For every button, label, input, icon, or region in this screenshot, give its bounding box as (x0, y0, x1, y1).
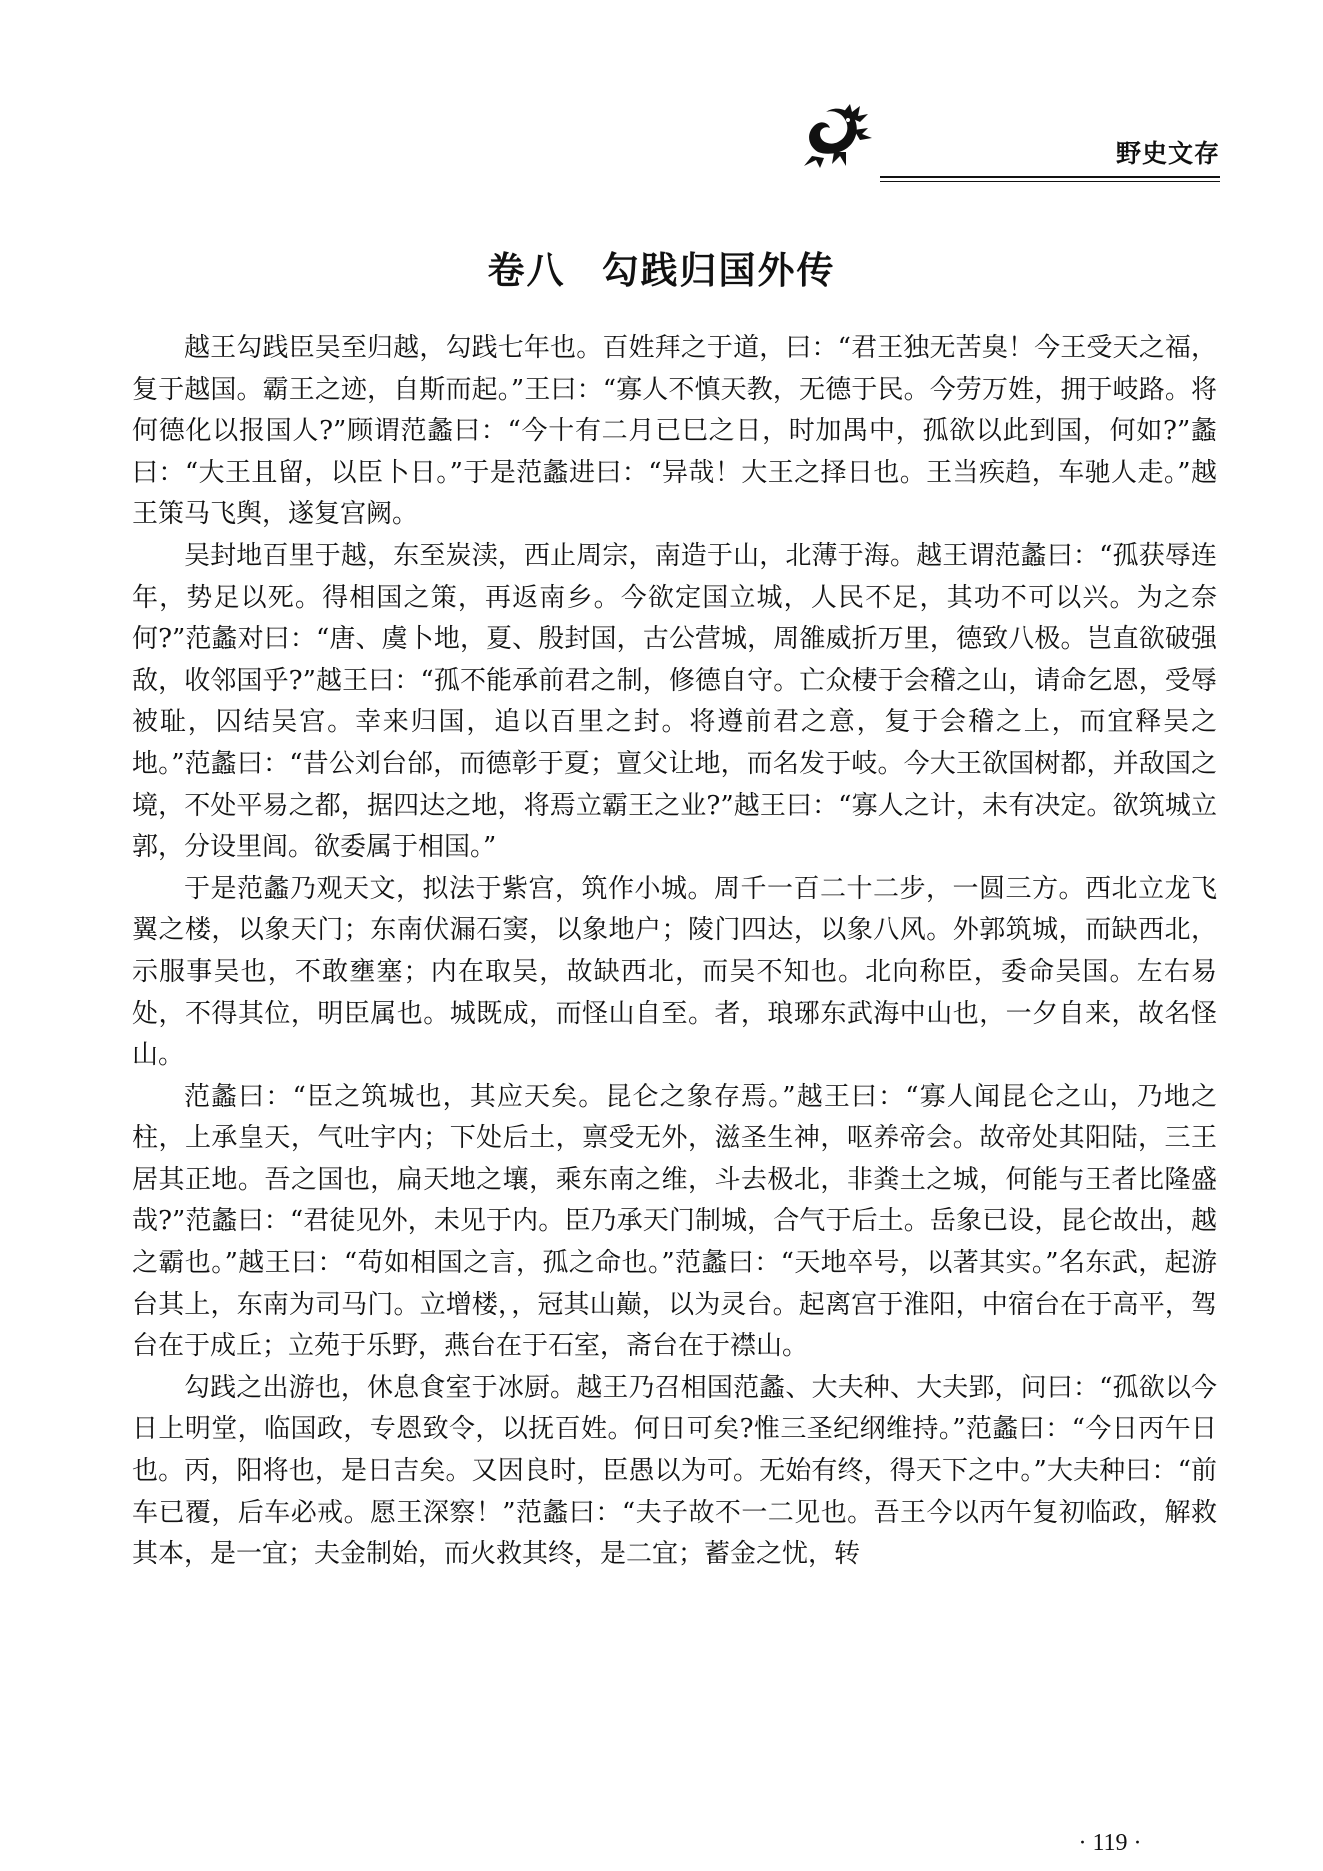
paragraph: 越王勾践臣吴至归越，勾践七年也。百姓拜之于道，曰：“君王独无苦臭！今王受天之福，复于越国。霸王之迹，自斯而起。”王曰：“寡人不慎天教，无德于民。今劳万姓，拥于岐路。将何德化以报国人?”顾谓范蠡曰：“今十有二月已巳之日，时加禺中，孤欲以此到国，何如?”蠡曰：“大王且留，以臣卜日。”于是范蠡进曰：“异哉！大王之择日也。王当疾趋，车驰人走。”越王策马飞舆，遂复宫阙。 (132, 333, 1217, 530)
paragraph: 范蠡曰：“臣之筑城也，其应天矣。昆仑之象存焉。”越王曰：“寡人闻昆仑之山，乃地之柱，上承皇天，气吐宇内；下处后土，禀受无外，滋圣生神，呕养帝会。故帝处其阳陆，三王居其正地。吾之国也，扁天地之壤，乘东南之维，斗去极北，非粪土之城，何能与王者比隆盛哉?”范蠡曰：“君徒见外，未见于内。臣乃承天门制城，合气于后土。岳象已设，昆仑故出，越之霸也。”越王曰：“苟如相国之言，孤之命也。”范蠡曰：“天地卒号，以著其实。”名东武，起游台其上，东南为司马门。立增楼，，冠其山巅，以为灵台。起离宫于淮阳，中宿台在于高平，驾台在于成丘；立苑于乐野，燕台在于石室，斋台在于襟山。 (132, 1081, 1217, 1362)
paragraph: 吴封地百里于越，东至炭渎，西止周宗，南造于山，北薄于海。越王谓范蠡曰：“孤获辱连年，势足以死。得相国之策，再返南乡。今欲定国立城，人民不足，其功不可以兴。为之奈何?”范蠡对曰：“唐、虞卜地，夏、殷封国，古公营城，周雒威折万里，德致八极。岂直欲破强敌，收邻国乎?”越王曰：“孤不能承前君之制，修德自守。亡众棲于会稽之山，请命乞恩，受辱被耻，囚结吴宫。幸来归国，追以百里之封。将遵前君之意，复于会稽之上，而宜释吴之地。”范蠡曰：“昔公刘台邰，而德彰于夏；亶父让地，而名发于岐。今大王欲国树都，并敌国之境，不处平易之都，据四达之地，将焉立霸王之业?”越王曰：“寡人之计，未有决定。欲筑城立郭，分设里闾。欲委属于相国。” (132, 540, 1217, 863)
chapter-name: 勾践归国外传 (601, 249, 836, 292)
header-rule (880, 176, 1220, 178)
chapter-volume: 卷八 (487, 249, 566, 292)
dragon-logo-icon (798, 100, 876, 170)
header-rule-thin (880, 181, 1220, 182)
running-header (790, 92, 1220, 187)
chapter-title (0, 240, 1323, 294)
body-text (132, 328, 1217, 1576)
paragraph: 勾践之出游也，休息食室于冰厨。越王乃召相国范蠡、大夫种、大夫郢，问曰：“孤欲以今日上明堂，临国政，专恩致令，以抚百姓。何日可矣?惟三圣纪纲维持。”范蠡曰：“今日丙午日也。丙，阳将也，是日吉矣。又因良时，臣愚以为可。无始有终，得天下之中。”大夫种曰：“前车已覆，后车必戒。愿王深察！”范蠡曰：“夫子故不一二见也。吾王今以丙午复初临政，解救其本，是一宜；夫金制始，而火救其终，是二宜；蓄金之忧，转 (132, 1372, 1217, 1570)
page-number: · 119 · (1078, 1830, 1142, 1856)
header-title: 野史文存 (1115, 139, 1220, 168)
paragraph: 于是范蠡乃观天文，拟法于紫宫，筑作小城。周千一百二十二步，一圆三方。西北立龙飞翼之楼，以象天门；东南伏漏石窦，以象地户；陵门四达，以象八风。外郭筑城，而缺西北，示服事吴也，不敢壅塞；内在取吴，故缺西北，而吴不知也。北向称臣，委命吴国。左右易处，不得其位，明臣属也。城既成，而怪山自至。者，琅琊东武海中山也，一夕自来，故名怪山。 (132, 873, 1217, 1071)
